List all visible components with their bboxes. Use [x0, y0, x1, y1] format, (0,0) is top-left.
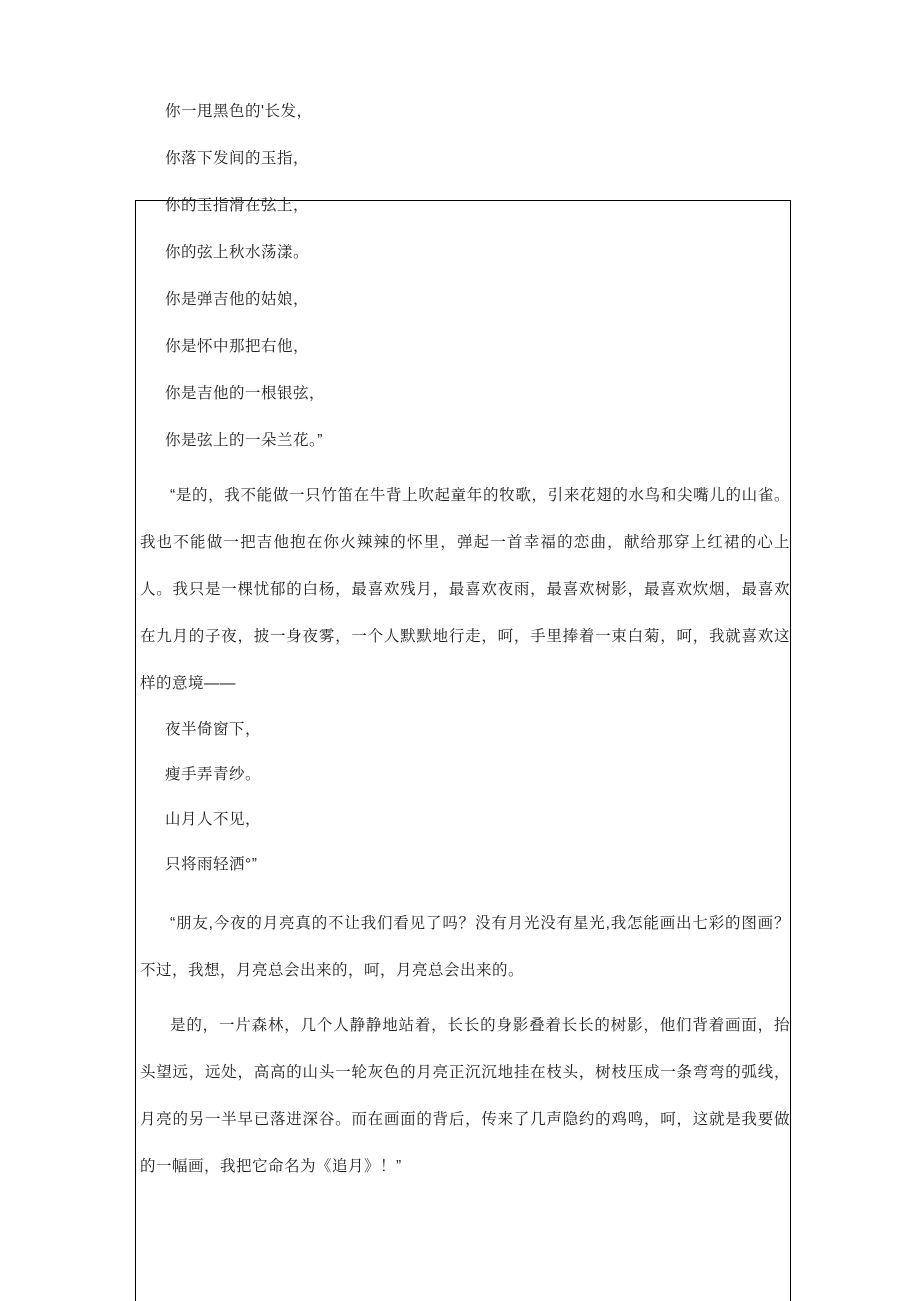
paragraph: 是的，一片森林，几个人静静地站着，长长的身影叠着长长的树影，他们背着画面，抬头望远，远处，高高的山头一轮灰色的月亮正沉沉地挂在枝头，树枝压成一条弯弯的弧线，月亮的另一半早已落进深谷。而在画面的背后，传来了几声隐约的鸡鸣，呵，这就是我要做的一幅画，我把它命名为《追月》！”	[140, 1017, 790, 1175]
verse-line: 你是吉他的一根银弦，	[165, 385, 326, 402]
verse-line: 你一甩黑色的'长发，	[165, 103, 313, 120]
verse-line: 山月人不见，	[165, 811, 262, 828]
verse-line: 你的弦上秋水荡漾。	[165, 244, 310, 261]
document-content	[140, 88, 790, 1190]
verse-line: 你是弦上的一朵兰花。”	[165, 432, 323, 449]
verse-line: 你的玉指滑在弦上，	[165, 197, 310, 214]
verse-line: 夜半倚窗下，	[165, 721, 262, 738]
paragraph: “朋友,今夜的月亮真的不让我们看见了吗？没有月光没有星光,我怎能画出七彩的图画？不过，我想，月亮总会出来的，呵，月亮总会出来的。	[140, 915, 790, 979]
verse-line: 你是弹吉他的姑娘，	[165, 291, 310, 308]
verse-line: 你是怀中那把右他，	[165, 338, 310, 355]
paragraph: “是的，我不能做一只竹笛在牛背上吹起童年的牧歌，引来花翅的水鸟和尖嘴儿的山雀。我也不能做一把吉他抱在你火辣辣的怀里，弹起一首幸福的恋曲，献给那穿上红裙的心上人。我只是一棵忧郁的白杨，最喜欢残月，最喜欢夜雨，最喜欢树影，最喜欢炊烟，最喜欢在九月的子夜，披一身夜雾，一个人默默地行走，呵，手里捧着一束白菊，呵，我就喜欢这样的意境——	[140, 487, 790, 692]
verse-line: 瘦手弄青纱。	[165, 766, 262, 783]
verse-line: 你落下发间的玉指，	[165, 150, 310, 167]
verse-line: 只将雨轻洒°”	[165, 856, 258, 873]
